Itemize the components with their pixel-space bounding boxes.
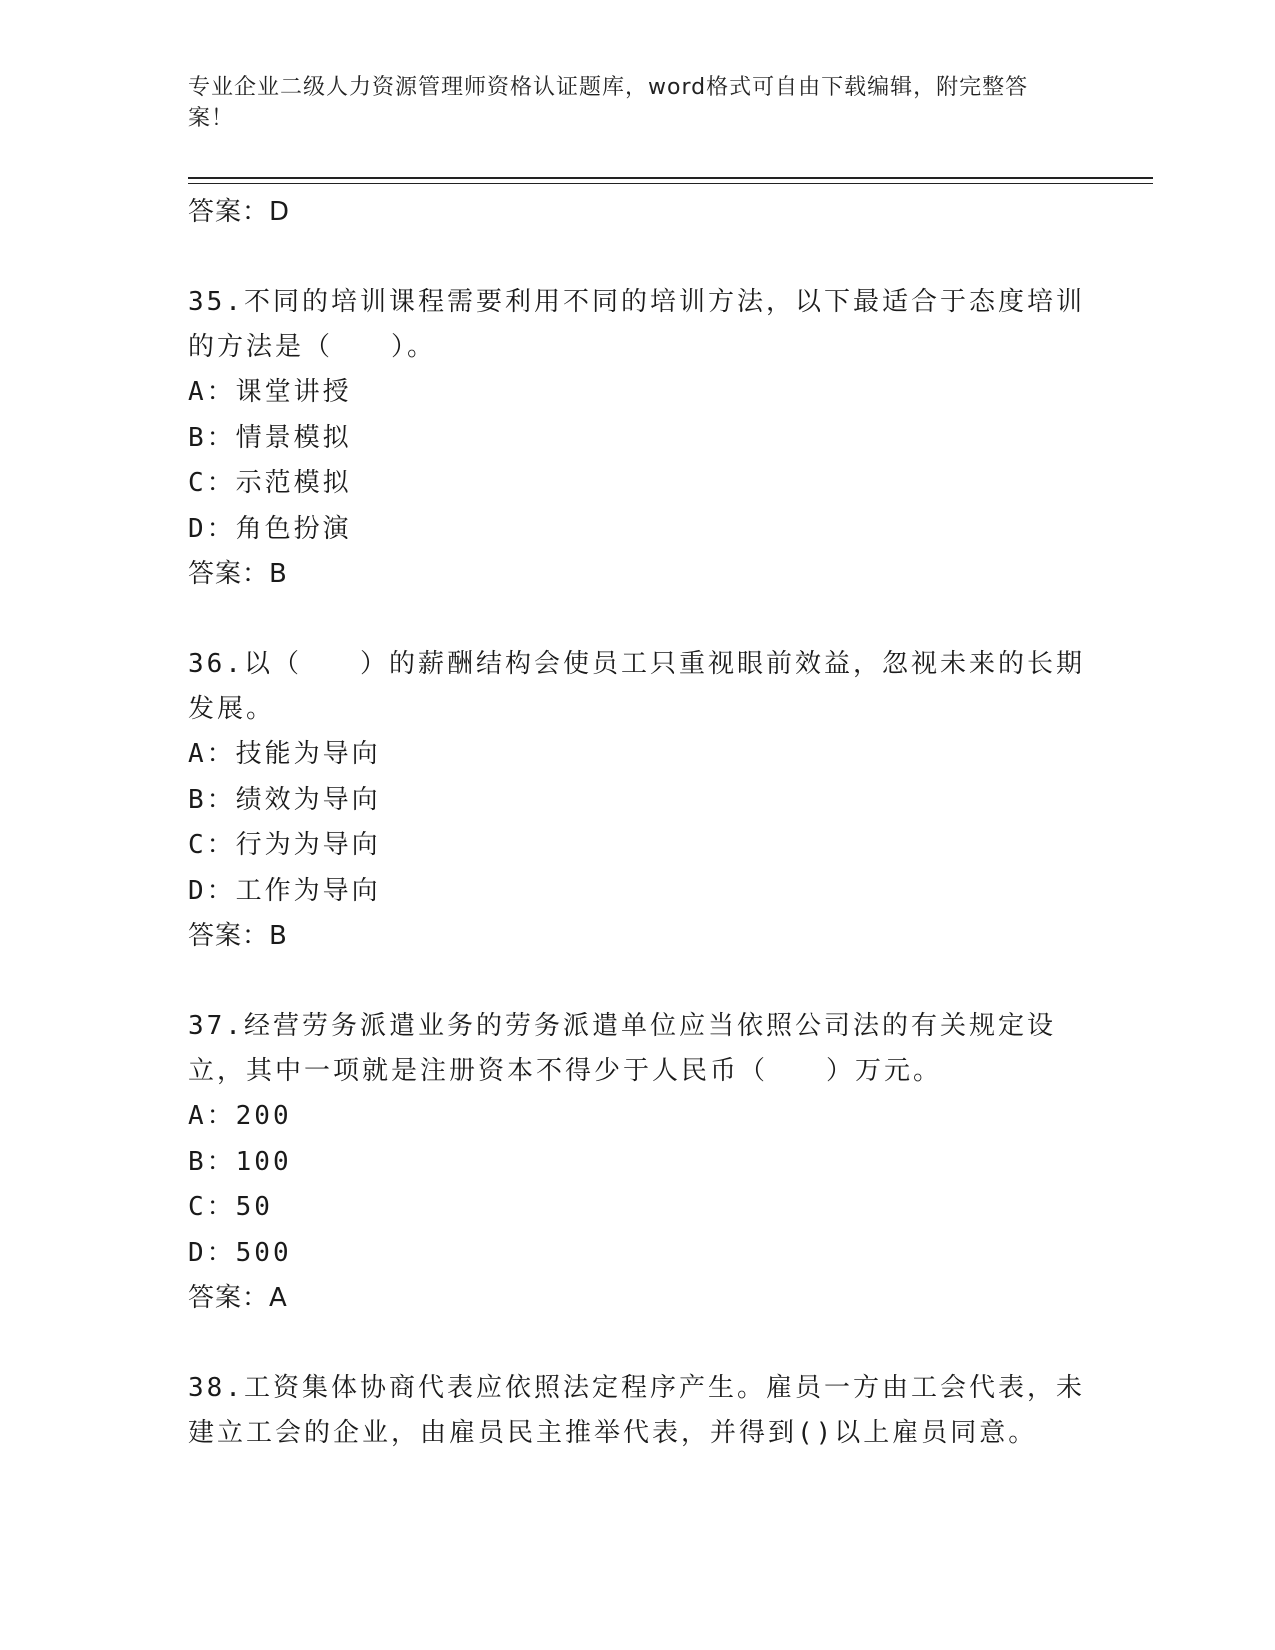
question-36 <box>188 642 1088 958</box>
answer-line: 答案：B <box>188 559 288 589</box>
answer-line: 答案：A <box>188 1283 288 1313</box>
question-stem: 37.经营劳务派遣业务的劳务派遣单位应当依照公司法的有关规定设立，其中一项就是注册资本不得少于人民币（ ）万元。 <box>188 1011 1056 1086</box>
option-b: B：情景模拟 <box>188 422 352 453</box>
answer-line: 答案：B <box>188 921 288 951</box>
option-a: A：课堂讲授 <box>188 377 352 407</box>
option-c: C：行为为导向 <box>188 830 381 860</box>
header-rule-thin <box>188 183 1153 184</box>
option-d: D：角色扮演 <box>188 513 352 544</box>
question-stem: 36.以（ ）的薪酬结构会使员工只重视眼前效益，忽视未来的长期发展。 <box>188 649 1085 724</box>
option-c: C：示范模拟 <box>188 468 352 498</box>
option-b: B：100 <box>188 1146 292 1177</box>
option-c: C：50 <box>188 1192 273 1222</box>
question-35 <box>188 280 1088 596</box>
option-d: D：工作为导向 <box>188 875 381 906</box>
option-b: B：绩效为导向 <box>188 784 381 815</box>
header-rule-thick <box>188 177 1153 179</box>
page-header: 专业企业二级人力资源管理师资格认证题库，word格式可自由下载编辑，附完整答案！ <box>188 75 1029 131</box>
option-d: D：500 <box>188 1237 292 1268</box>
option-a: A：技能为导向 <box>188 739 381 769</box>
question-38 <box>188 1366 1088 1456</box>
question-37 <box>188 1004 1088 1320</box>
document-body <box>188 190 1088 1456</box>
question-stem: 38.工资集体协商代表应依照法定程序产生。雇员一方由工会代表，未建立工会的企业，由雇员民主推举代表，并得到()以上雇员同意。 <box>188 1373 1085 1448</box>
question-stem: 35.不同的培训课程需要利用不同的培训方法，以下最适合于态度培训的方法是（ ）。 <box>188 287 1085 362</box>
option-a: A：200 <box>188 1101 292 1131</box>
answer-line: 答案：D <box>188 197 291 227</box>
